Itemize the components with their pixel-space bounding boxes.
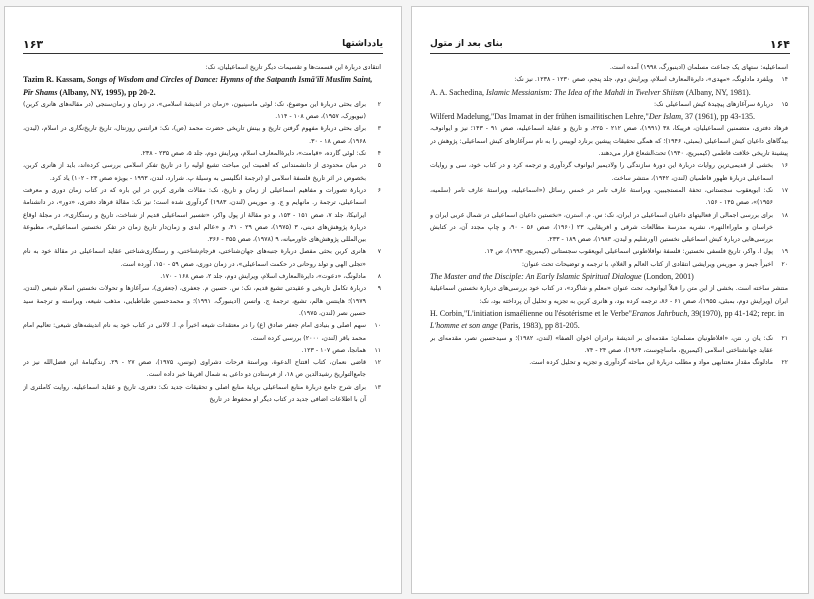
footnote-text: هانری کربن بحثی مفصل دربارهٔ جنبه‌های جهان‌شناختی، فرجام‌شناختی، و رستگاری‌شناختی عقاید اسماعیلی در مقالهٔ خود به نام «تجلی الهی و تولد روحانی در حکمت اسماعیلی»، در زمان دوری، صص ۵۹ - ۱۵۰، آورده است. — [23, 248, 366, 268]
footnote-text: ویلفرد مادلونگ، «مهدی»، دایرةالمعارف اسلام، ویرایش دوم، جلد پنجم، صص ۱۲۳۰ - ۱۲۳۸. نیز نک: — [514, 76, 773, 84]
left-running-title: یادداشتها — [342, 39, 383, 49]
footnote-number: ۲۰ — [781, 260, 788, 268]
footnote-text: قاضی نعمان، کتاب افتتاح الدعوة، ویراستهٔ فرحات دشراوی (تونس، ۱۹۷۵)، صص ۲۷ - ۲۹. زندگینامهٔ این فضل‌الله نیز در جامع‌التواریخ رشیدالدین ص ۱۸، از فرستادن دو داعی به شمال افریقا خبر داده است. — [23, 359, 366, 379]
citation-author: A. A. Sachedina, — [430, 87, 484, 97]
citation-title: Islamic Messianism: The Idea of the Mahdi in Twelver Shiism — [486, 87, 684, 97]
footnote — [23, 382, 381, 407]
footnote — [23, 99, 381, 124]
left-page-number: ۱۶۳ — [23, 37, 44, 51]
left-header-rule — [23, 53, 383, 54]
footnote-text: دربارهٔ تصورات و مفاهیم اسماعیلی از زمان و تاریخ، نک: مقالات هانری کربن در این باره که در کتاب زمان دوری و معرفت اسماعیلی، ترجمهٔ ر. مانهایم و ج. و. موریس (لندن، ۱۹۸۳) گردآوری شده است؛ نیز نک: مقالهٔ فرهاد دفتری، «دور»، در دانشنامهٔ ایرانیکا، جلد ۷، صص ۱۵۱ - ۱۵۳، و دو مقالهٔ از پول واکر، «تفسیر اسماعیلی قدیم از شناخت، تاریخ و رستگاری»، در مجلهٔ اوقاع دربارهٔ پژوهش‌های دینی، ۳ (۱۹۷۵)، صص ۲۹ - ۴۱، و «عالم ابدی و زمان‌دار تاریخ زمان در تفکر نخستین اسماعیلی»، مطبوعهٔ بین‌المللی پژوهش‌های خاورمیانه، ۹ (۱۹۷۸)، صص ۳۵۵ - ۳۶۶. — [23, 186, 367, 244]
footnote — [23, 148, 381, 160]
footnote-number: ۱۴ — [781, 76, 788, 84]
footnote-text: دربارهٔ تکامل تاریخی و عقیدتی تشیع قدیم، نک: س. حسین م. جعفری، (جعفری)، سرآغازها و تحولات نخستین اسلام شیعی (لندن، ۱۹۷۹)؛ هاینتس هالم، تشیع، ترجمهٔ ج. واتسن (ادینبورگ، ۱۹۹۱)؛ و محمدحسین طباطبایی، مذهب شیعه، ویراسته و ترجمهٔ سید حسین نصر (لندن، ۱۹۷۵). — [23, 285, 366, 317]
right-page-header — [430, 37, 790, 51]
footnote-number: ۶ — [377, 186, 381, 194]
latin-citation — [430, 308, 788, 333]
footnote-number: ۱۱ — [374, 346, 381, 354]
citation-rest: (Albany, NY, 1995), pp 20-2. — [59, 87, 156, 97]
footnote-text: برای بررسی اجمالی از فعالیتهای داعیان اسماعیلی در ایران، نک: س. م. استرن، «نخستین داعیان اسماعیلی در شمال غربی ایران و خراسان و ماوراءالنهر»، نشریه مدرسهٔ مطالعات شرقی و افریقایی، ۲۳ (۱۹۶۰)، صص ۵۶ - ۹۰، و چاپ مجدد آن، در کتابش بررسی‌هایی دربارهٔ کیش اسماعیلی نخستین (اورشلیم و لیدن، ۱۹۸۳)، صص ۱۸۹ - ۲۳۳. — [430, 211, 774, 244]
citation-rest: 37 (1961), pp 43-135. — [685, 112, 756, 122]
footnote — [430, 74, 788, 86]
footnote-number: ۸ — [377, 273, 381, 281]
citation-rest: (Albany, NY, 1981). — [685, 87, 751, 97]
footnote-text: بخشی از قدیمی‌ترین روایات دربارهٔ این دورهٔ سازندگی را ولادیمیر ایوانوف گردآوری و ترجمه کرد و در کتاب خود، سی و روایات اسماعیلی دربارهٔ ظهور فاطمیان (لندن، ۱۹۴۲)، منتشر ساخت. — [430, 162, 773, 182]
left-page — [4, 6, 402, 594]
paragraph: انتقادی دربارهٔ این قسمت‌ها و تقسیمات دیگر تاریخ اسماعیلیان، نک: — [205, 64, 381, 71]
right-page-number: ۱۶۴ — [769, 37, 790, 51]
footnote-text: سهم اصلی و بنیادی امام جعفر صادق (ع) را در معتقدات شیعه اخیراً م. ا. لالانی در کتاب خود به نام اندیشه‌های شیعی: تعالیم امام محمد باقر (لندن، ۲۰۰۰) بررسی کرده است. — [23, 322, 366, 342]
footnote — [430, 99, 788, 111]
footnote — [23, 357, 381, 382]
footnote-text: برای بحثی دربارهٔ مفهوم گرفتن تاریخ و بینش تاریخی حضرت محمد (ص)، نک: فرانتس روزنتال، تاریخ تاریخ‌نگاری در اسلام، (لیدن، ۱۹۶۸)، صص ۱۸ - ۳۰. — [23, 125, 366, 145]
citation-author: Tazim R. Kassam, — [23, 75, 85, 85]
citation-text: Wilferd Madelung,"Das Imamat in der frühen ismailitischen Lehre," — [430, 112, 649, 122]
footnote — [430, 210, 788, 247]
latin-citation — [430, 271, 788, 283]
left-page-body — [23, 62, 381, 583]
footnote-number: ۱۸ — [781, 211, 788, 219]
footnote-number: ۴ — [377, 150, 381, 158]
footnote — [23, 246, 381, 271]
footnote-text: مادلونگ مقدار معتنابهی مواد و مطلب دربارهٔ این مباحثه گردآوری و تجزیه و تحلیل کرده است. — [529, 359, 773, 367]
right-page-body — [430, 62, 788, 583]
footnote-number: ۱۵ — [781, 100, 788, 108]
citation-rest: (London, 2001) — [643, 272, 694, 282]
latin-citation — [430, 111, 788, 123]
footnote — [430, 259, 788, 271]
footnote-number: ۲۲ — [781, 359, 788, 367]
paragraph: منتشر ساخته است. بخشی از این متن را قبلاً ایوانوف، تحت عنوان «معلم و شاگرد»، در کتاب خود بررسی‌های دربارهٔ نخستین اسماعیلیهٔ ایران (ویرایش دوم، بمبئی، ۱۹۵۵)، صص ۶۱ - ۸۶، ترجمه کرده بود، و هانری کربن به تجزیه و تحلیل آن پرداخته بود، نک: — [430, 285, 788, 305]
footnote-text: نک: ابویعقوب سجستانی، تحفهٔ المستجیبین، ویراستهٔ عارف تامر در خمس رسائل («اسماعیلیه، ویراستهٔ عارف تامر (سلمیه، ۱۹۵۶)»، صص ۱۴۵ - ۱۵۶. — [430, 186, 773, 207]
footnote-number: ۲۱ — [781, 334, 788, 342]
footnote-text: پول ا. واکر، تاریخ فلسفی نخستین: فلسفهٔ نوافلاطونی اسماعیلی ابویعقوب سجستانی (کیمبریج، ۱۹۹۳)، ص ۱۴. — [484, 248, 773, 256]
right-header-rule — [430, 53, 790, 54]
right-page — [411, 6, 809, 594]
citation-end: (Paris, 1983), pp 81-205. — [499, 321, 580, 331]
footnote-number: ۲ — [377, 100, 381, 108]
footnote-number: ۵ — [377, 162, 381, 170]
footnote-text: نک: لوئی گارده، «قیامت»، دایرةالمعارف اسلام، ویرایش دوم، جلد ۵، صص ۲۳۵ - ۲۳۸. — [140, 150, 366, 158]
footnote-number: ۱۳ — [374, 383, 381, 391]
footnote-text: مادلونگ، «دعوت»، دایرةالمعارف اسلام، ویرایش دوم، جلد ۲، صص ۱۶۸ - ۱۷۰. — [160, 273, 366, 281]
footnote-number: ۱۰ — [374, 322, 381, 330]
right-running-title: بنای بعد از متول — [430, 39, 503, 49]
footnote — [23, 320, 381, 345]
latin-citation — [430, 87, 788, 99]
citation-title: The Master and the Disciple: An Early Islamic Spiritual Dialogue — [430, 272, 642, 282]
left-page-header — [23, 37, 383, 51]
footnote — [430, 357, 788, 369]
paragraph: فرهاد دفتری، متضمنین اسماعیلیان، فریبکا، ۳۸ (۱۹۹۱)، صص ۲۱۲ - ۲۲۵، و تاریخ و عقاید اسماعیلیه، صص ۹۱ - ۱۴۳؛ نیز و ایوانوف، بیدگاهای داعیان کیش اسماعیلی (بمبئی، ۱۹۴۶)؛ که همگی تحقیقات پیشین برنارد لوییس را به نام سرآغازهای کیش اسماعیلی: پژوهش در پیشینهٔ تاریخی خلافت فاطمی (کیمبریج، ۱۹۴۰) تحت‌الشعاع قرار می‌دهند. — [430, 125, 788, 158]
citation-book: L'homme et son ange — [430, 321, 498, 331]
latin-citation — [23, 74, 381, 99]
footnote — [430, 246, 788, 258]
footnote-text: برای بحثی دربارهٔ این موضوع، نک: لوئی ماسینیون، «زمان در اندیشهٔ اسلامی»، در زمان و زمان‌سنجی (در مقاله‌های هانری کربن) (نیویورک، ۱۹۵۷)، صص ۱۰۸ - ۱۱۴. — [23, 100, 366, 121]
footnote-text: برای شرح جامع دربارهٔ منابع اسماعیلی برپایهٔ منابع اصلی و تحقیقات جدید نک: دفتری، تاریخ و عقاید اسماعیلیه. روایت کاملتری از آن با اطلاعات اضافی جدید در کتاب دیگر او محفوظ در تاریخ — [23, 383, 366, 404]
citation-journal: Eranos Jahrbuch, — [631, 308, 690, 318]
footnote-number: ۱۹ — [781, 248, 788, 256]
citation-journal: Der Islam, — [648, 112, 684, 122]
footnote — [23, 185, 381, 246]
footnote-number: ۳ — [377, 125, 381, 133]
footnote-text: همانجا، صص ۱۰۷ - ۱۲۳. — [301, 346, 366, 354]
footnote-number: ۹ — [377, 285, 381, 293]
footnote — [23, 283, 381, 320]
citation-text: H. Corbin,"L'initiation ismaélienne ou l'ésotérisme et le Verbe" — [430, 308, 632, 318]
footnote — [23, 123, 381, 148]
footnote-number: ۱۲ — [374, 359, 381, 367]
footnote — [23, 345, 381, 357]
footnote-text: نک: یان ر. نتن، «افلاطونیان مسلمان: مقدمه‌ای بر اندیشهٔ برادران اخوان الصفا» (لندن، ۱۹۸۲)؛ و سیدحسین نصر، مقدمه‌ای بر عقاید جهانشناختی اسلامی (کیمبریج، ماساچوست، ۱۹۶۴)، صص ۲۴ - ۷۴. — [430, 334, 773, 354]
footnote — [430, 333, 788, 358]
footnote — [430, 185, 788, 210]
footnote — [23, 160, 381, 185]
footnote-number: ۷ — [377, 248, 381, 256]
footnote-number: ۱۷ — [781, 186, 788, 194]
citation-title: Songs of Wisdom and Circles of Dance: Hymns of the Satpanth Ismā'īlī Muslim Saint, Pīr Shams — [23, 75, 373, 97]
footnote — [23, 271, 381, 283]
footnote — [430, 160, 788, 185]
citation-rest: 39(1970), pp 41-142; repr. in — [691, 308, 785, 318]
footnote-text: دربارهٔ سرآغازهای پیچیدهٔ کیش اسماعیلی نک: — [653, 100, 773, 108]
footnote-number: ۱۶ — [781, 162, 788, 170]
paragraph: اسماعیلیه: ستهای یک جماعت مسلمان (ادینبورگ، ۱۹۹۸) آمده است. — [609, 64, 788, 71]
footnote-text: در میان محدودی از دانشمندانی که اهمیت این مباحث تشیع اولیه را در تاریخ تفکر اسلامی بررسی کرده‌اند، باید از هانری کربن، بخصوص در اثر تاریخ فلسفهٔ اسلامی او (ترجمهٔ انگلیسی به وسیلهٔ پ. شرارد، لندن، ۱۹۹۳ - بویژه صص ۲۳ - ۱۰۲) یاد کرد. — [23, 162, 366, 182]
footnote-text: اخیراً جیمز و. موریس ویرایشی انتقادی از کتاب العالم و الغلام، با ترجمه و توضیحات تحت عنوان: — [521, 260, 773, 268]
